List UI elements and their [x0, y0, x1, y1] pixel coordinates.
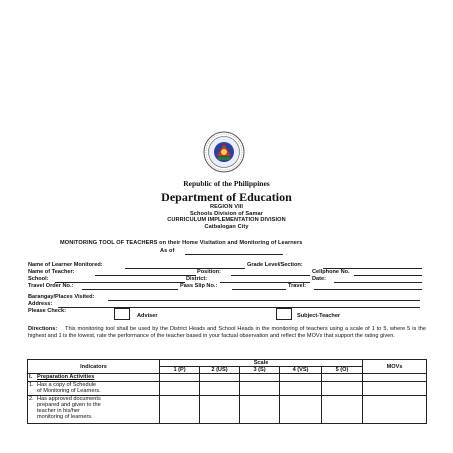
rating-cell[interactable] — [160, 395, 200, 423]
republic-line: Republic of the Philippines — [183, 179, 270, 188]
adviser-label: Adviser — [137, 313, 158, 319]
rating-cell[interactable] — [322, 381, 363, 395]
movs-cell[interactable] — [363, 395, 427, 423]
movs-cell[interactable] — [363, 374, 427, 381]
indicator-num: 1. — [29, 381, 34, 388]
school-field[interactable] — [55, 282, 185, 283]
indicators-header: Indicators — [28, 360, 160, 374]
directions-body: This monitoring tool shall be used by the District Heads and School Heads in the monitoring of teachers using a scale of 1 to 5, where 5 is the highest and 1 is the lowest, rate the performance of the teacher based in your factual observation and reflect the MOVs that support the rating given. — [28, 326, 426, 339]
indicators-table — [27, 359, 427, 424]
directions-lead: Directions: — [28, 326, 58, 332]
rating-cell[interactable] — [160, 381, 200, 395]
indicator-text: Has a copy of Schedule of Monitoring of Learners. — [37, 381, 101, 394]
rating-cell[interactable] — [322, 395, 363, 423]
rating-cell[interactable] — [280, 395, 322, 423]
section-cell — [28, 374, 160, 381]
as-of-label: As of — [160, 248, 175, 254]
region-line: REGION VIII — [209, 204, 244, 210]
district-label: District: — [186, 276, 208, 282]
address-label: Address: — [28, 301, 53, 307]
rating-cell[interactable] — [280, 381, 322, 395]
travel-label: Travel: — [288, 283, 307, 289]
form-title: MONITORING TOOL OF TEACHERS on their Home Visitation and Monitoring of Learners — [60, 240, 303, 246]
section-title: Preparation Activities — [37, 374, 95, 381]
rating-cell[interactable] — [240, 374, 280, 381]
date-field[interactable] — [334, 282, 422, 283]
subject-teacher-label: Subject-Teacher — [297, 313, 341, 319]
section-row — [28, 374, 427, 381]
adviser-checkbox[interactable] — [114, 308, 130, 320]
teacher-field[interactable] — [95, 275, 196, 276]
indicator-cell — [28, 381, 160, 395]
rating-cell[interactable] — [200, 395, 240, 423]
grade-label: Grade Level/Section: — [247, 262, 303, 268]
address-field[interactable] — [58, 307, 420, 308]
school-label: School: — [28, 276, 49, 282]
directions-text — [28, 326, 426, 340]
barangay-field[interactable] — [108, 300, 420, 301]
scale-col-2: 2 (US) — [200, 367, 240, 374]
rating-cell[interactable] — [240, 381, 280, 395]
rating-cell[interactable] — [240, 395, 280, 423]
rating-cell[interactable] — [200, 374, 240, 381]
position-field[interactable] — [231, 275, 310, 276]
scale-col-5: 5 (O) — [322, 367, 363, 374]
section-num: I. — [29, 374, 33, 381]
unit-line: CURRICULUM IMPLEMENTATION DIVISION — [167, 217, 286, 223]
teacher-label: Name of Teacher: — [28, 269, 75, 275]
table-row — [28, 395, 427, 423]
scale-col-4: 4 (VS) — [280, 367, 322, 374]
indicator-text: Has approved documents prepared and given to the teacher in his/her monitoring of learners. — [37, 395, 101, 421]
travel-field[interactable] — [314, 289, 422, 290]
subject-teacher-checkbox[interactable] — [276, 308, 292, 320]
position-label: Position: — [197, 269, 221, 275]
rating-cell[interactable] — [280, 374, 322, 381]
indicator-cell — [28, 395, 160, 423]
movs-header: MOVs — [363, 360, 427, 374]
cellphone-label: Cellphone No. — [312, 269, 350, 275]
deped-seal-icon — [203, 131, 245, 173]
date-label: Date: — [312, 276, 326, 282]
table-row — [28, 381, 427, 395]
scale-header: Scale — [160, 360, 363, 367]
travel-order-label: Travel Order No.: — [28, 283, 74, 289]
rating-cell[interactable] — [322, 374, 363, 381]
movs-cell[interactable] — [363, 381, 427, 395]
barangay-label: Barangay/Places Visited: — [28, 294, 95, 300]
schools-division-line: Schools Division of Samar — [189, 211, 264, 217]
pass-slip-label: Pass Slip No.: — [180, 283, 218, 289]
department-title: Department of Education — [161, 190, 292, 204]
scale-col-1: 1 (P) — [160, 367, 200, 374]
travel-order-field[interactable] — [82, 289, 178, 290]
learner-field[interactable] — [125, 268, 245, 269]
rating-cell[interactable] — [200, 381, 240, 395]
scale-col-3: 3 (S) — [240, 367, 280, 374]
city-line: Catbalogan City — [204, 224, 249, 230]
pass-slip-field[interactable] — [232, 289, 286, 290]
please-check-label: Please Check: — [28, 308, 66, 314]
as-of-line[interactable] — [185, 254, 283, 255]
rating-cell[interactable] — [160, 374, 200, 381]
learner-label: Name of Learner Monitored: — [28, 262, 103, 268]
cellphone-field[interactable] — [354, 275, 422, 276]
indicator-num: 2. — [29, 395, 34, 402]
